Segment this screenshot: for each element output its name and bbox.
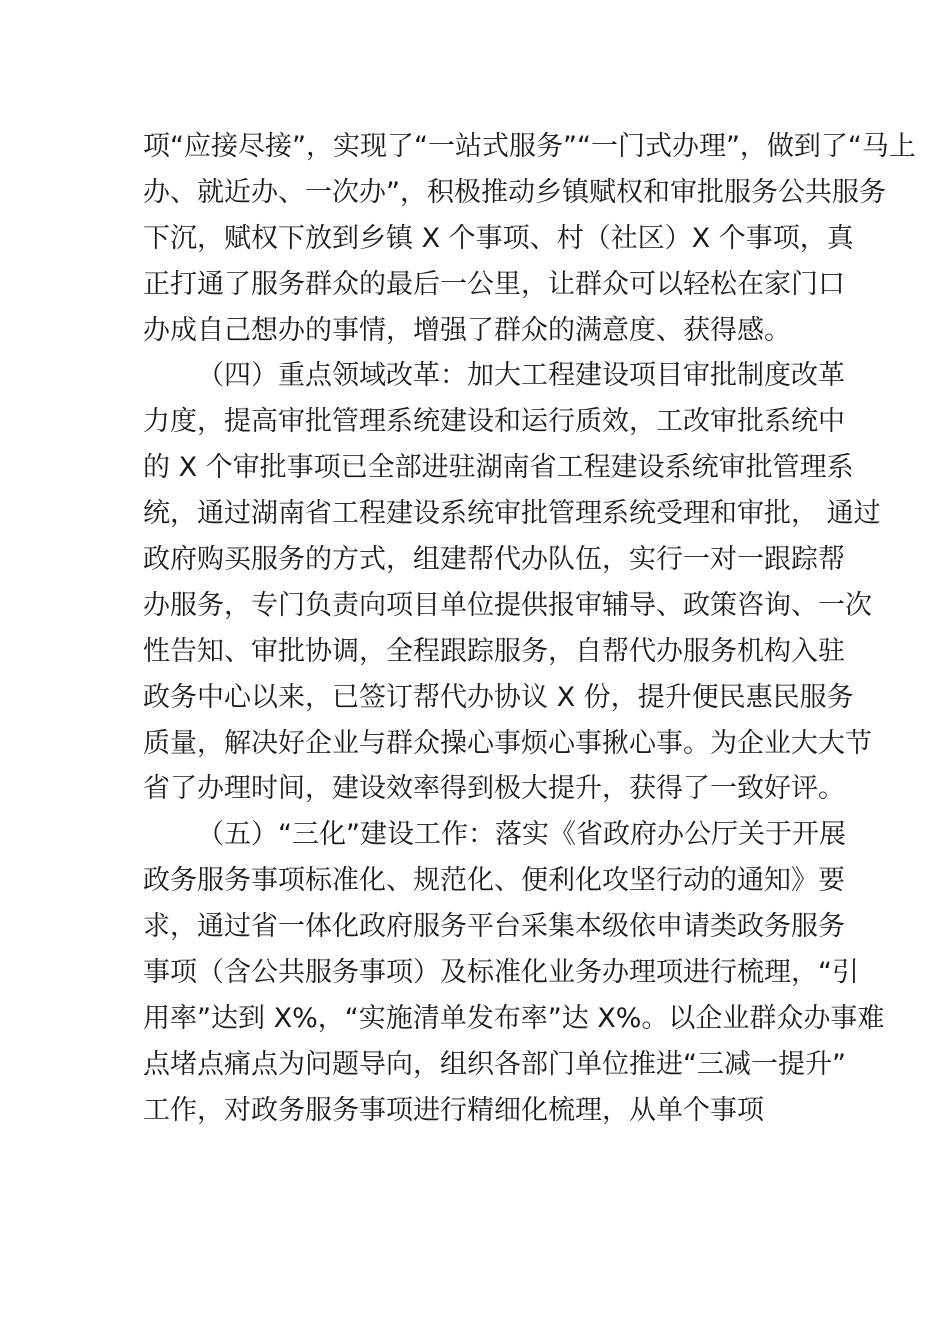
text-line: 求，通过省一体化政府服务平台采集本级依申请类政务服务 [143,911,845,943]
text-line: 办服务，专门负责向项目单位提供报审辅导、政策咨询、一次 [143,589,872,621]
text-line: 质量，解决好企业与群众操心事烦心事揪心事。为企业大大节 [143,727,872,759]
text-line: 正打通了服务群众的最后一公里，让群众可以轻松在家门口 [143,268,845,300]
text-line: 的 X 个审批事项已全部进驻湖南省工程建设系统审批管理系 [143,452,854,484]
text-line: 统，通过湖南省工程建设系统审批管理系统受理和审批， 通过 [143,498,881,530]
text-line: 工作，对政务服务事项进行精细化梳理，从单个事项 [143,1094,764,1126]
text-line: 项“应接尽接”，实现了“一站式服务”“一门式办理”，做到了“马上 [143,131,916,162]
section-five-heading-line: （五）“三化”建设工作：落实《省政府办公厅关于开展 [197,819,846,851]
text-line: 省了办理时间，建设效率得到极大提升，获得了一致好评。 [143,773,845,805]
text-line: 办、就近办、一次办”，积极推动乡镇赋权和审批服务公共服务 [143,176,886,208]
text-line: 下沉，赋权下放到乡镇 X 个事项、村（社区）X 个事项，真 [143,222,854,254]
text-line: 点堵点痛点为问题导向，组织各部门单位推进“三减一提升” [143,1048,846,1080]
text-line: 性告知、审批协调，全程跟踪服务，自帮代办服务机构入驻 [143,635,845,667]
body-text [143,124,916,1134]
text-line: 办成自己想办的事情，增强了群众的满意度、获得感。 [143,314,791,346]
text-line: 事项（含公共服务事项）及标准化业务办理项进行梳理，“引 [143,957,859,989]
section-four-heading-line: （四）重点领域改革：加大工程建设项目审批制度改革 [197,360,845,392]
text-line: 力度，提高审批管理系统建设和运行质效，工改审批系统中 [143,406,845,438]
text-line: 用率”达到 X%，“实施清单发布率”达 X%。以企业群众办事难 [143,1002,885,1034]
text-line: 政务服务事项标准化、规范化、便利化攻坚行动的通知》要 [143,865,845,897]
text-line: 政府购买服务的方式，组建帮代办队伍，实行一对一跟踪帮 [143,544,845,576]
text-line: 政务中心以来，已签订帮代办协议 X 份，提升便民惠民服务 [143,681,854,713]
